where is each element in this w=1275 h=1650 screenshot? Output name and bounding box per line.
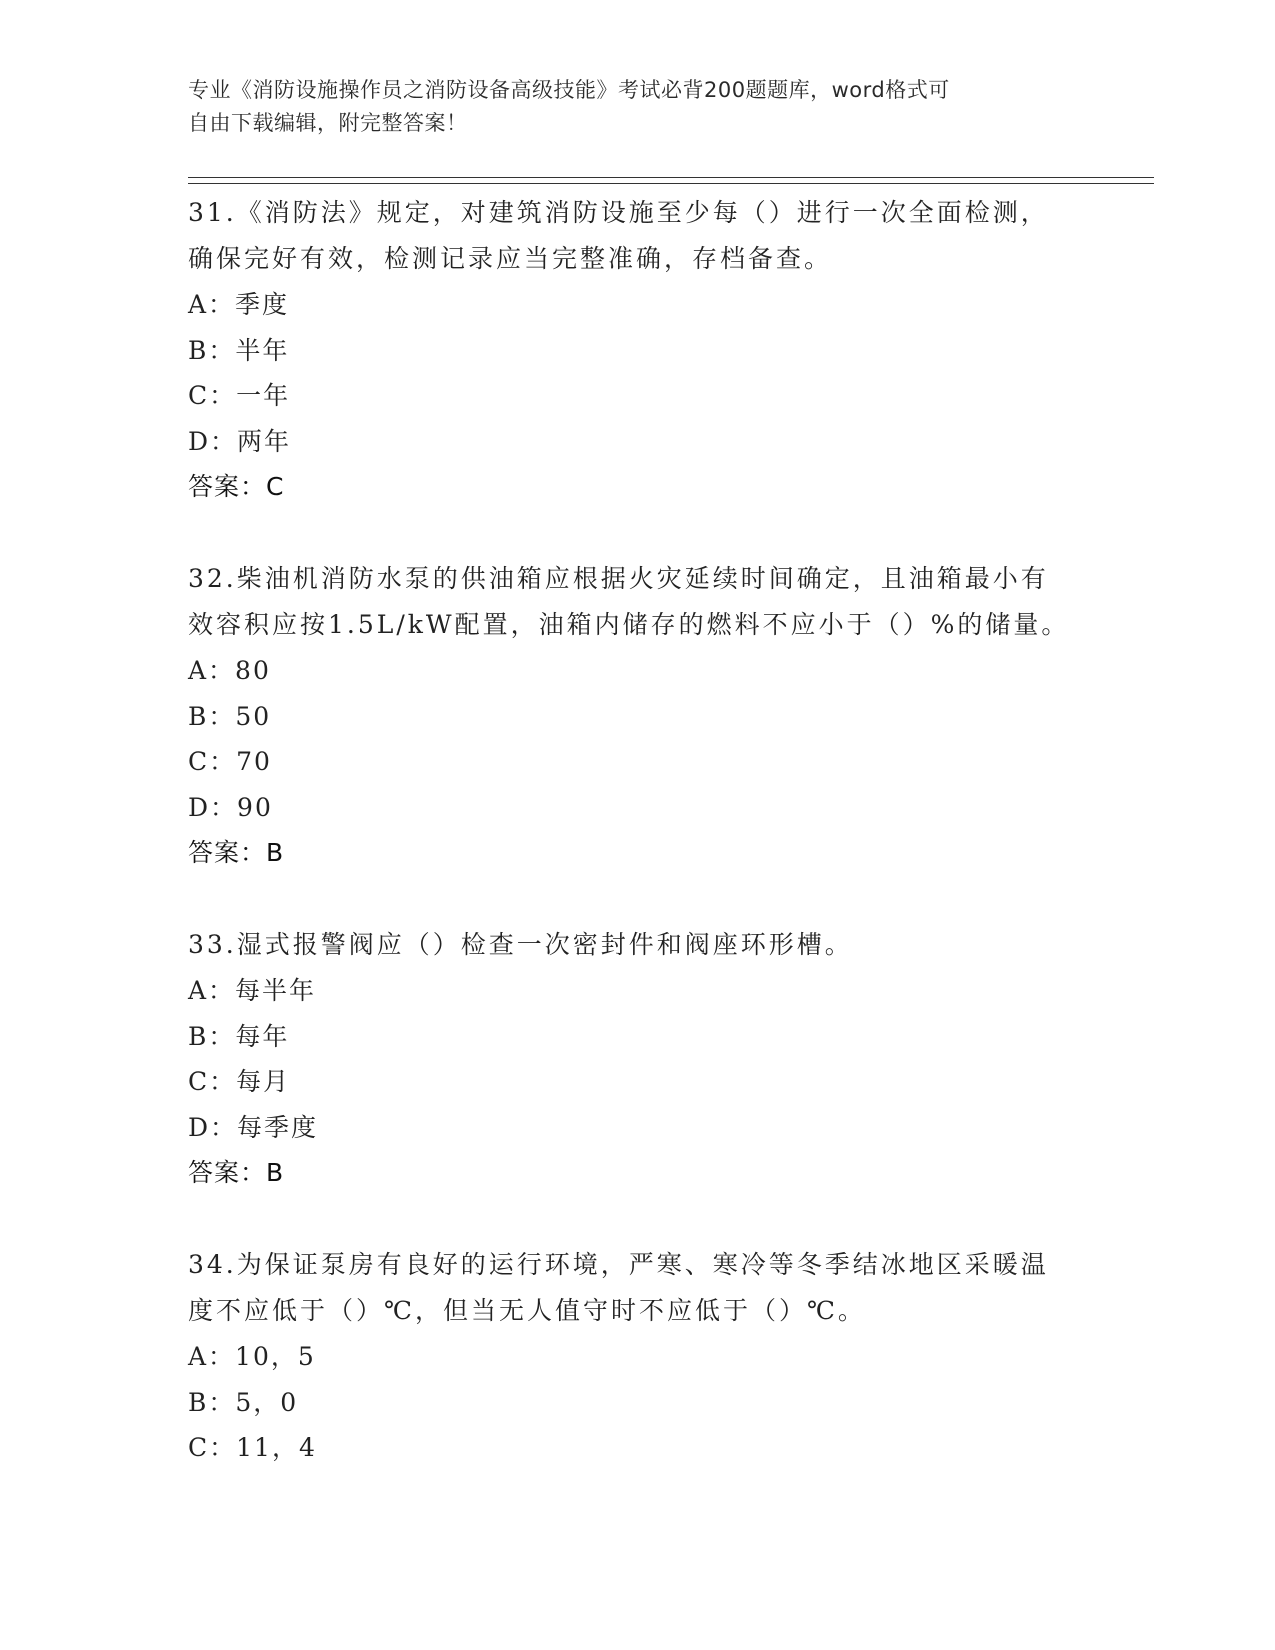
header-line-2: 自由下载编辑，附完整答案！ — [188, 111, 468, 135]
option-a: A：每半年 — [188, 976, 317, 1005]
question-stem — [188, 922, 1088, 968]
stem-line: 度不应低于（）℃，但当无人值守时不应低于（）℃。 — [188, 1296, 866, 1325]
stem-line: 33.湿式报警阀应（）检查一次密封件和阀座环形槽。 — [188, 930, 853, 959]
question-list — [188, 190, 1088, 1518]
stem-line: 效容积应按1.5L/kW配置，油箱内储存的燃料不应小于（）%的储量。 — [188, 610, 1070, 639]
question-stem — [188, 190, 1088, 282]
header-divider-top — [188, 177, 1154, 178]
question-stem — [188, 556, 1088, 648]
stem-line: 确保完好有效，检测记录应当完整准确，存档备查。 — [188, 244, 833, 273]
stem-line: 32.柴油机消防水泵的供油箱应根据火灾延续时间确定，且油箱最小有 — [188, 564, 1049, 593]
answer-line: 答案：C — [188, 472, 285, 501]
header-divider-bottom — [188, 183, 1154, 184]
question-stem — [188, 1242, 1088, 1334]
option-d: D：两年 — [188, 426, 292, 456]
header-line-1: 专业《消防设施操作员之消防设备高级技能》考试必背200题题库，word格式可 — [188, 78, 950, 102]
option-a: A：10，5 — [188, 1342, 316, 1371]
option-b: B：半年 — [188, 335, 290, 365]
stem-line: 31.《消防法》规定，对建筑消防设施至少每（）进行一次全面检测， — [188, 198, 1049, 227]
stem-line: 34.为保证泵房有良好的运行环境，严寒、寒冷等冬季结冰地区采暖温 — [188, 1250, 1049, 1279]
question-34 — [188, 1242, 1088, 1471]
question-32 — [188, 556, 1088, 875]
answer-line: 答案：B — [188, 1158, 285, 1187]
option-a: A：80 — [188, 656, 271, 685]
question-33 — [188, 922, 1088, 1195]
page-header — [188, 74, 1068, 140]
option-b: B：每年 — [188, 1021, 290, 1051]
option-a: A：季度 — [188, 290, 290, 319]
option-c: C：11，4 — [188, 1433, 317, 1462]
option-c: C：70 — [188, 747, 272, 776]
question-31 — [188, 190, 1088, 509]
answer-line: 答案：B — [188, 838, 285, 867]
option-b: B：50 — [188, 701, 272, 731]
option-d: D：每季度 — [188, 1112, 319, 1142]
option-c: C：每月 — [188, 1067, 291, 1096]
option-c: C：一年 — [188, 381, 291, 410]
option-d: D：90 — [188, 792, 273, 822]
option-b: B：5，0 — [188, 1387, 299, 1417]
